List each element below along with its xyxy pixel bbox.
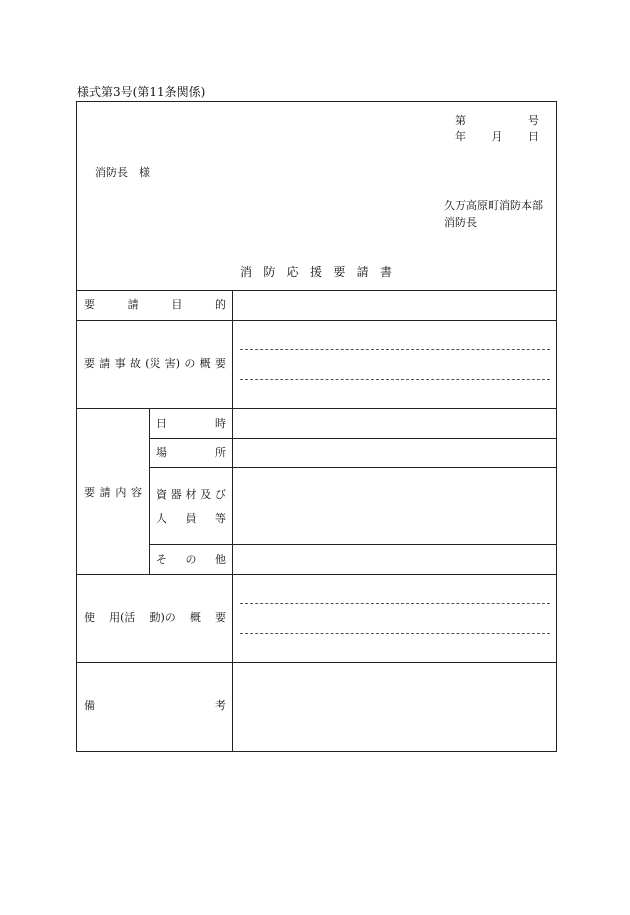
label-char: そ xyxy=(156,553,167,566)
addressee: 消防長 様 xyxy=(95,166,150,179)
group-column-divider xyxy=(149,408,150,574)
datetime-label xyxy=(156,418,226,429)
request-purpose-label xyxy=(84,299,226,310)
datetime-field[interactable] xyxy=(233,409,556,438)
remarks-label xyxy=(84,700,226,711)
label-char: の xyxy=(185,553,197,566)
document-date-char: 年 xyxy=(455,130,466,143)
label-char: 員 xyxy=(185,512,197,525)
label-char: 用(活 xyxy=(109,611,136,624)
document-date-char: 月 xyxy=(491,130,503,143)
equipment-label xyxy=(156,489,226,500)
personnel-label xyxy=(156,513,226,524)
sender-title: 消防長 xyxy=(444,216,477,229)
usage-line-1[interactable] xyxy=(240,603,550,604)
document-number-char: 号 xyxy=(528,114,539,127)
label-char: 等 xyxy=(215,512,226,525)
row-divider xyxy=(76,320,557,321)
usage-line-2[interactable] xyxy=(240,633,550,634)
label-char: 要 xyxy=(84,357,95,370)
label-char: 他 xyxy=(215,553,226,566)
usage-overview-label xyxy=(84,612,226,623)
label-char: の xyxy=(184,357,196,370)
label-char: 害) xyxy=(164,357,181,370)
title-char: 援 xyxy=(309,265,322,279)
document-date-char: 日 xyxy=(528,130,539,143)
label-char: 時 xyxy=(215,417,226,430)
label-char: 考 xyxy=(215,699,226,712)
label-char: 内 xyxy=(115,486,127,499)
document-date xyxy=(455,131,539,142)
label-char: 備 xyxy=(84,699,95,712)
label-char: 概 xyxy=(189,611,201,624)
label-char: 材 xyxy=(185,488,197,501)
incident-line-2[interactable] xyxy=(240,379,550,380)
label-char: 及 xyxy=(200,488,212,501)
label-char: 人 xyxy=(156,512,167,525)
label-char: 要 xyxy=(214,611,226,624)
label-char: (災 xyxy=(145,357,161,370)
remarks-field[interactable] xyxy=(233,663,556,751)
label-char: 目 xyxy=(171,298,183,311)
document-number xyxy=(455,115,539,126)
sender-organization: 久万高原町消防本部 xyxy=(444,199,543,212)
request-content-label xyxy=(84,487,142,498)
request-purpose-field[interactable] xyxy=(233,291,556,320)
label-char: 請 xyxy=(127,298,139,311)
title-char: 書 xyxy=(379,265,392,279)
label-char: 容 xyxy=(130,486,142,499)
title-char: 応 xyxy=(286,265,299,279)
label-char: 請 xyxy=(99,357,111,370)
equipment-personnel-field[interactable] xyxy=(233,468,556,544)
label-char: 器 xyxy=(170,488,182,501)
label-char: 概 xyxy=(199,357,211,370)
label-char: 資 xyxy=(156,488,167,501)
title-char: 防 xyxy=(263,265,276,279)
label-char: 請 xyxy=(99,486,111,499)
other-field[interactable] xyxy=(233,545,556,574)
incident-line-1[interactable] xyxy=(240,349,550,350)
label-char: 所 xyxy=(215,446,226,459)
label-char: 要 xyxy=(214,357,226,370)
title-char: 請 xyxy=(356,265,369,279)
label-char: 要 xyxy=(84,298,95,311)
label-char: 日 xyxy=(156,417,167,430)
form-number-label: 様式第3号(第11条関係) xyxy=(77,85,206,99)
place-label xyxy=(156,447,226,458)
place-field[interactable] xyxy=(233,439,556,467)
label-char: 使 xyxy=(84,611,95,624)
label-char: 事 xyxy=(114,357,126,370)
label-char: 場 xyxy=(156,446,167,459)
row-divider xyxy=(76,574,557,575)
other-label xyxy=(156,554,226,565)
label-char: 故 xyxy=(129,357,141,370)
label-char: び xyxy=(215,488,226,501)
form-title xyxy=(240,266,392,278)
label-char: 動)の xyxy=(149,611,176,624)
label-char: 的 xyxy=(214,298,226,311)
title-char: 要 xyxy=(333,265,346,279)
incident-overview-label xyxy=(84,358,226,369)
label-char: 要 xyxy=(84,486,95,499)
document-number-char: 第 xyxy=(455,114,466,127)
title-char: 消 xyxy=(240,265,253,279)
